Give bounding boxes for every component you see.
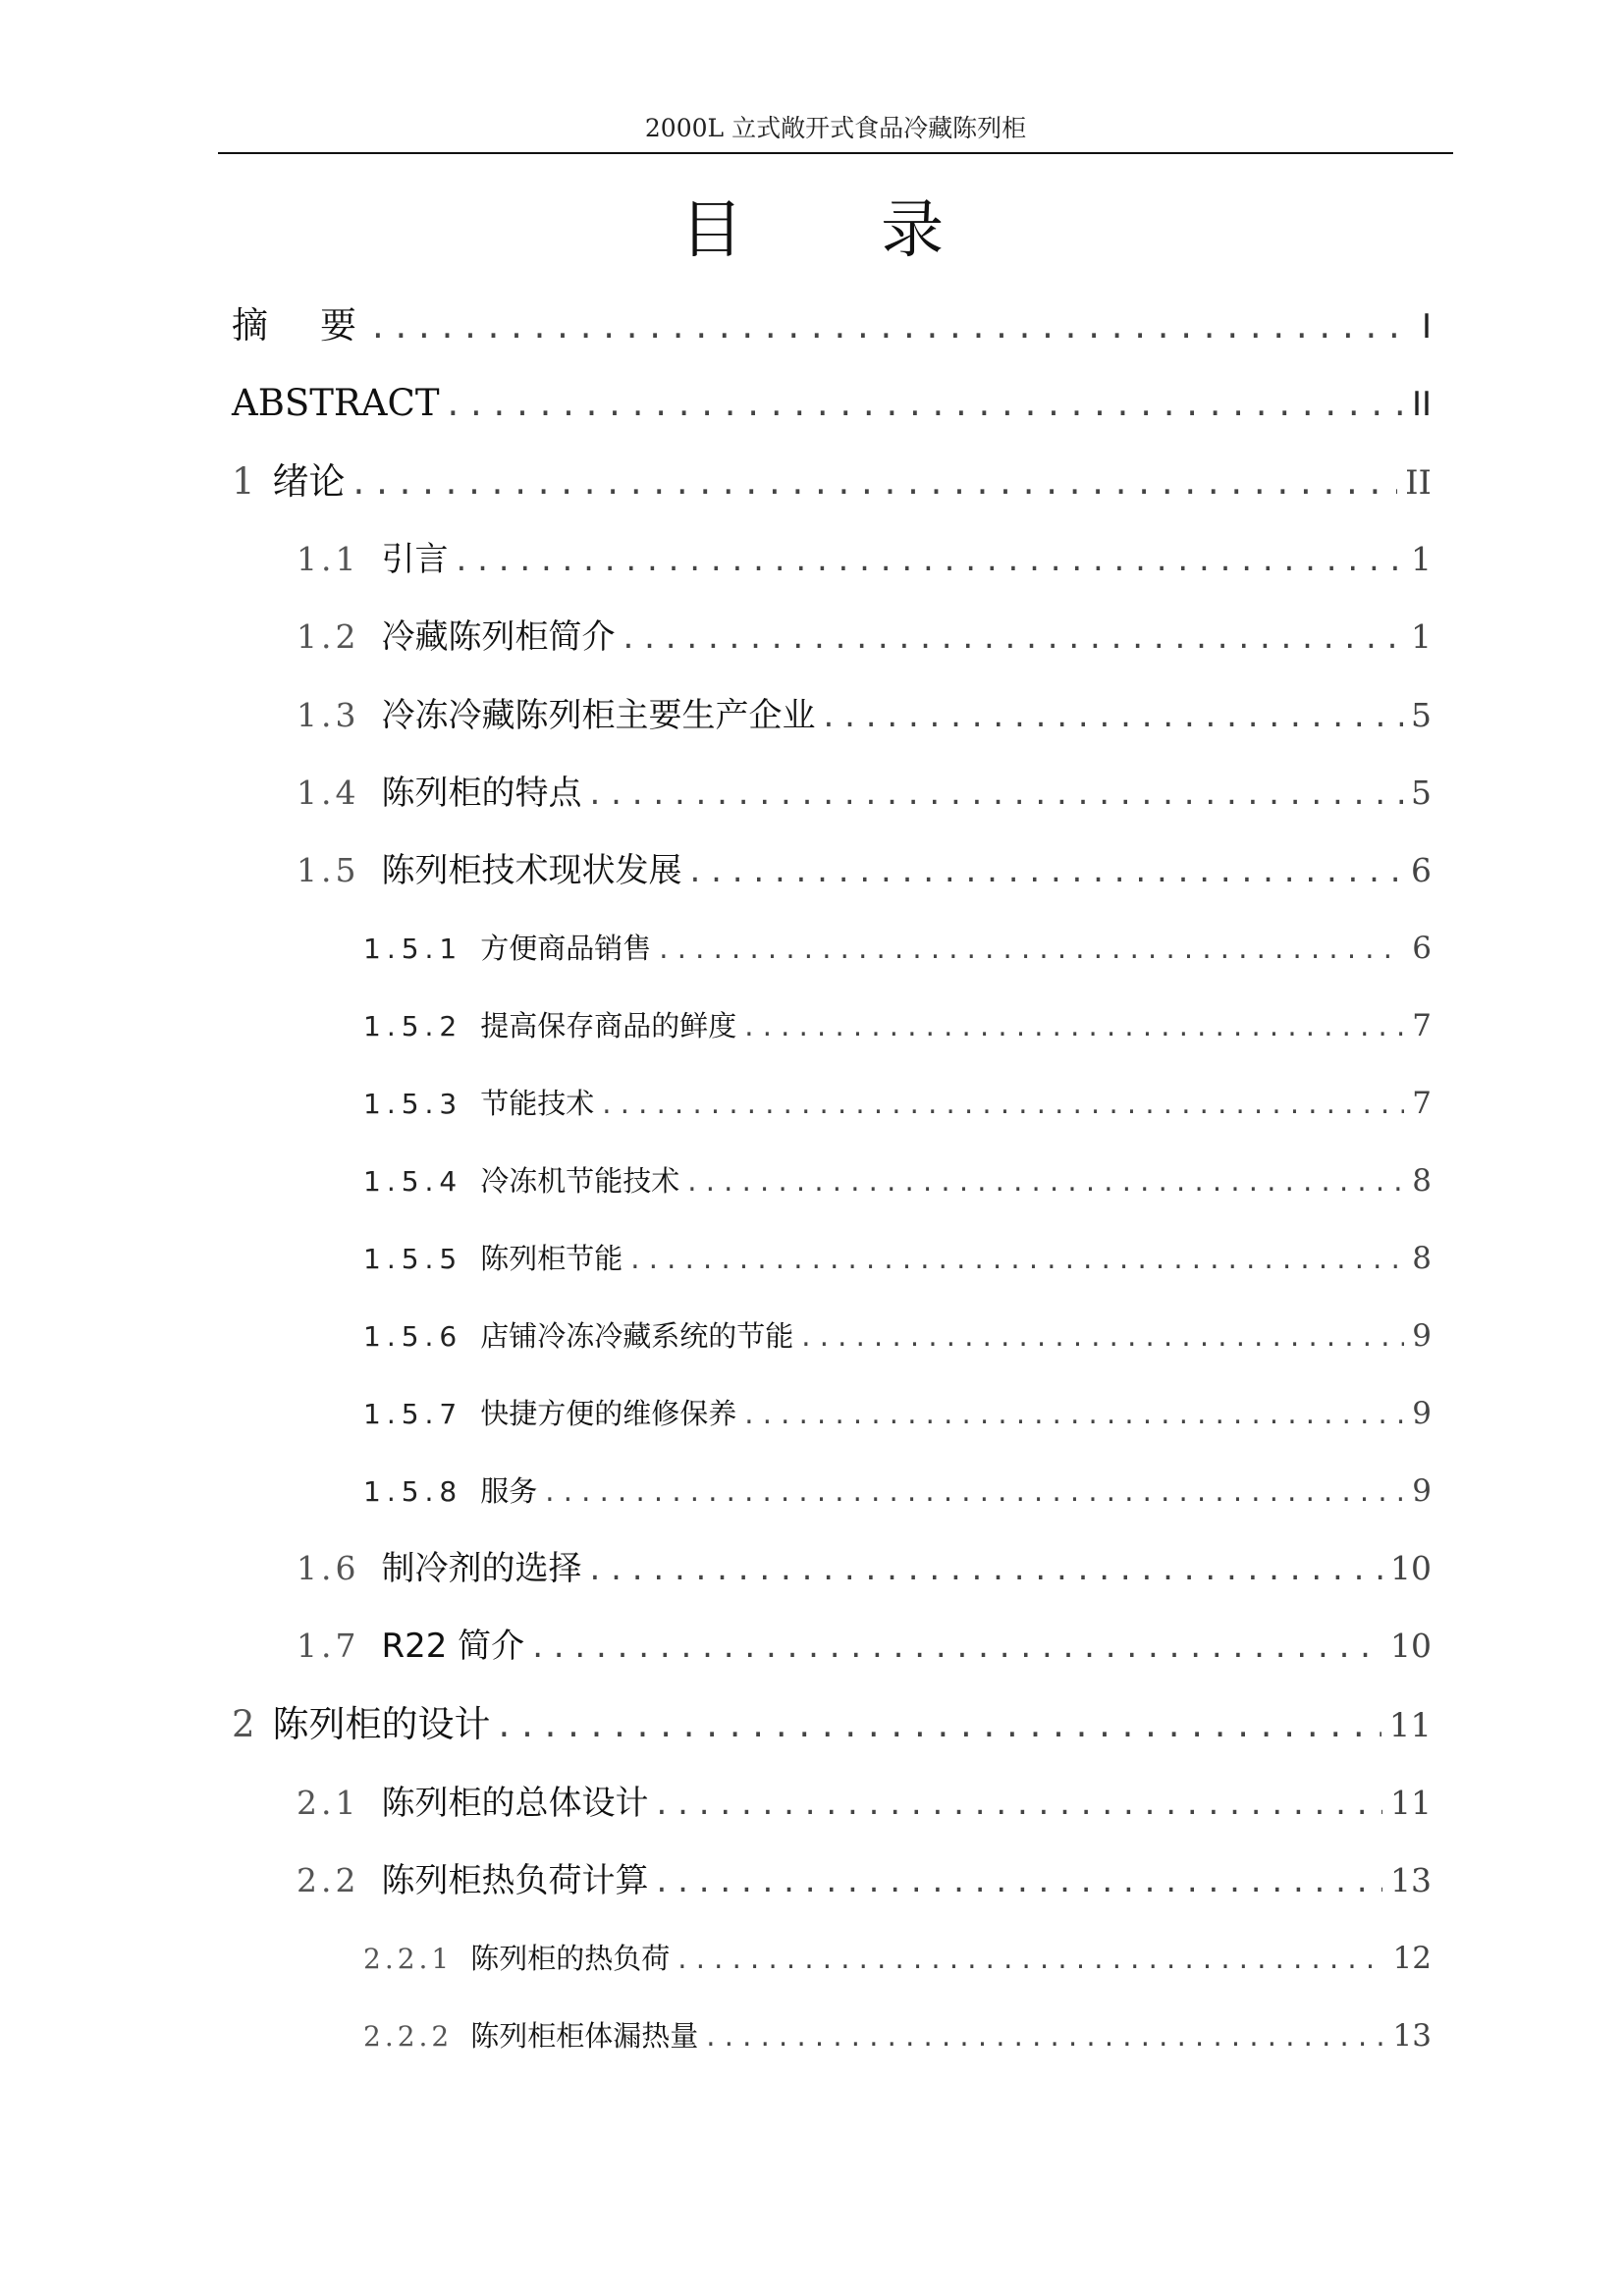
- toc-entry-chapter-1[interactable]: [232, 458, 1432, 506]
- toc-leader-dots: [801, 1312, 1404, 1360]
- toc-entry-number: 2.1: [297, 1784, 360, 1822]
- toc-entry-subsection-2-2-2[interactable]: [363, 2012, 1432, 2059]
- toc-entry-subsection-1-5-7[interactable]: [363, 1390, 1432, 1437]
- toc-leader-dots: [744, 1390, 1404, 1437]
- toc-entry-label: 陈列柜节能: [480, 1242, 623, 1275]
- toc-leader-dots: [689, 847, 1403, 894]
- toc-entry-label: 冷冻冷藏陈列柜主要生产企业: [381, 696, 816, 735]
- toc-entry-label: 陈列柜柜体漏热量: [470, 2019, 699, 2053]
- toc-entry-page: 8: [1412, 1163, 1432, 1199]
- toc-leader-dots: [545, 1468, 1404, 1515]
- toc-entry-subsection-1-5-1[interactable]: [363, 925, 1432, 972]
- toc-entry-page: 1: [1411, 540, 1432, 578]
- toc-entry-page: 11: [1388, 1706, 1432, 1745]
- toc-entry-page: 7: [1412, 1086, 1432, 1121]
- toc-leader-dots: [353, 458, 1398, 506]
- toc-leader-dots: [372, 302, 1414, 349]
- toc-entry-label: ABSTRACT: [232, 382, 440, 424]
- toc-entry-label: 陈列柜的设计: [272, 1703, 491, 1745]
- toc-leader-dots: [589, 770, 1403, 817]
- toc-entry-label: 制冷剂的选择: [381, 1549, 582, 1588]
- toc-entry-subsection-1-5-4[interactable]: [363, 1157, 1432, 1204]
- toc-leader-dots: [589, 1545, 1382, 1592]
- toc-entry-number: 1.1: [297, 540, 360, 578]
- toc-entry-number: 1.5.1: [363, 933, 463, 965]
- toc-entry-page: 9: [1412, 1396, 1432, 1431]
- toc-entry-number: 1.5.2: [363, 1010, 463, 1042]
- toc-entry-page: 8: [1412, 1241, 1432, 1276]
- toc-entry-label: 引言: [381, 540, 449, 579]
- toc-entry-page: 13: [1392, 2018, 1432, 2054]
- toc-entry-subsection-1-5-6[interactable]: [363, 1312, 1432, 1360]
- toc-entry-section-1-2[interactable]: [297, 614, 1432, 661]
- toc-entry-page: 12: [1392, 1941, 1432, 1976]
- toc-entry-chapter-2[interactable]: [232, 1701, 1432, 1748]
- toc-leader-dots: [656, 1857, 1382, 1904]
- toc-leader-dots: [677, 1935, 1384, 1982]
- toc-entry-label: 节能技术: [480, 1087, 595, 1120]
- toc-entry-number: 2.2: [297, 1861, 360, 1899]
- toc-entry-section-1-5[interactable]: [297, 847, 1432, 894]
- toc-entry-number: 1.6: [297, 1549, 360, 1587]
- toc-entry-number: 1.5.8: [363, 1475, 463, 1508]
- toc-entry-label: 陈列柜技术现状发展: [381, 851, 682, 890]
- toc-entry-page: 9: [1412, 1473, 1432, 1509]
- toc-entry-label: 绪论: [272, 460, 346, 503]
- toc-entry-label: R22 简介: [381, 1627, 525, 1666]
- toc-leader-dots: [823, 692, 1403, 739]
- toc-entry-section-2-1[interactable]: [297, 1780, 1432, 1827]
- toc-entry-page: 9: [1412, 1318, 1432, 1354]
- running-header: 2000L 立式敞开式食品冷藏陈列柜: [644, 114, 1027, 142]
- toc-entry-number: 1.4: [297, 774, 360, 812]
- toc-entry-number: 1.5.4: [363, 1165, 463, 1198]
- toc-leader-dots: [630, 1235, 1404, 1282]
- toc-entry-page: II: [1411, 385, 1432, 424]
- toc-entry-number: 2.2.1: [363, 1943, 454, 1975]
- toc-leader-dots: [706, 2012, 1384, 2059]
- toc-entry-page: 11: [1390, 1784, 1432, 1822]
- toc-entry-section-2-2[interactable]: [297, 1857, 1432, 1904]
- toc-entry-page: 6: [1411, 851, 1432, 889]
- toc-entry-subsection-1-5-2[interactable]: [363, 1002, 1432, 1049]
- toc-entry-label: 服务: [480, 1474, 538, 1508]
- toc-entry-page: 5: [1411, 774, 1432, 812]
- toc-entry-page: 1: [1411, 617, 1432, 656]
- toc-entry-page: 10: [1390, 1549, 1432, 1587]
- toc-entry-number: 1.2: [297, 617, 360, 656]
- toc-entry-label: 店铺冷冻冷藏系统的节能: [480, 1319, 794, 1353]
- toc-entry-page: 6: [1412, 931, 1432, 966]
- toc-entry-page: II: [1405, 463, 1432, 503]
- toc-entry-label: 方便商品销售: [480, 932, 652, 965]
- toc-leader-dots: [659, 925, 1404, 972]
- toc-entry-abstract-en[interactable]: [232, 380, 1432, 427]
- toc-leader-dots: [687, 1157, 1404, 1204]
- toc-entry-number: 1.7: [297, 1627, 360, 1665]
- toc-leader-dots: [623, 614, 1403, 661]
- toc-entry-number: 1.3: [297, 696, 360, 734]
- toc-entry-label: 提高保存商品的鲜度: [480, 1009, 737, 1042]
- toc-entry-number: 1.5.6: [363, 1320, 463, 1353]
- toc-entry-section-1-1[interactable]: [297, 536, 1432, 583]
- toc-entry-label: 快捷方便的维修保养: [480, 1397, 737, 1430]
- toc-entry-number: 1.5.3: [363, 1088, 463, 1120]
- toc-entry-abstract-cn[interactable]: [232, 302, 1432, 349]
- toc-leader-dots: [456, 536, 1403, 583]
- toc-leader-dots: [499, 1701, 1381, 1748]
- toc-entry-number: 2.2.2: [363, 2020, 454, 2053]
- toc-entry-subsection-1-5-5[interactable]: [363, 1235, 1432, 1282]
- toc-entry-label: 陈列柜热负荷计算: [381, 1861, 649, 1900]
- toc-entry-label: 陈列柜的热负荷: [470, 1942, 671, 1975]
- toc-entry-subsection-1-5-3[interactable]: [363, 1080, 1432, 1127]
- toc-leader-dots: [448, 380, 1404, 427]
- toc-entry-section-1-3[interactable]: [297, 692, 1432, 739]
- toc-entry-page: I: [1421, 307, 1432, 347]
- toc-entry-page: 5: [1411, 696, 1432, 734]
- toc-title: 目 录: [679, 194, 1003, 267]
- toc-entry-subsection-2-2-1[interactable]: [363, 1935, 1432, 1982]
- toc-leader-dots: [744, 1002, 1404, 1049]
- toc-entry-page: 13: [1390, 1861, 1432, 1899]
- toc-leader-dots: [532, 1623, 1382, 1670]
- header-rule: [218, 152, 1453, 154]
- toc-entry-section-1-7[interactable]: [297, 1623, 1432, 1670]
- toc-entry-page: 7: [1412, 1008, 1432, 1043]
- toc-entry-subsection-1-5-8[interactable]: [363, 1468, 1432, 1515]
- toc-entry-label: 冷冻机节能技术: [480, 1164, 680, 1198]
- toc-entry-label: 陈列柜的总体设计: [381, 1784, 649, 1823]
- toc-leader-dots: [656, 1780, 1382, 1827]
- toc-entry-label: 陈列柜的特点: [381, 774, 582, 813]
- toc-entry-number: 1.5: [297, 851, 360, 889]
- toc-entry-number: 1: [232, 460, 255, 503]
- toc-entry-number: 2: [232, 1703, 255, 1745]
- toc-entry-label: 冷藏陈列柜简介: [381, 617, 616, 657]
- toc-entry-page: 10: [1390, 1627, 1432, 1665]
- toc-entry-section-1-6[interactable]: [297, 1545, 1432, 1592]
- toc-entry-label: 摘 要: [232, 304, 364, 347]
- toc-entry-number: 1.5.5: [363, 1243, 463, 1275]
- toc-leader-dots: [602, 1080, 1404, 1127]
- toc-entry-section-1-4[interactable]: [297, 770, 1432, 817]
- toc-entry-number: 1.5.7: [363, 1398, 463, 1430]
